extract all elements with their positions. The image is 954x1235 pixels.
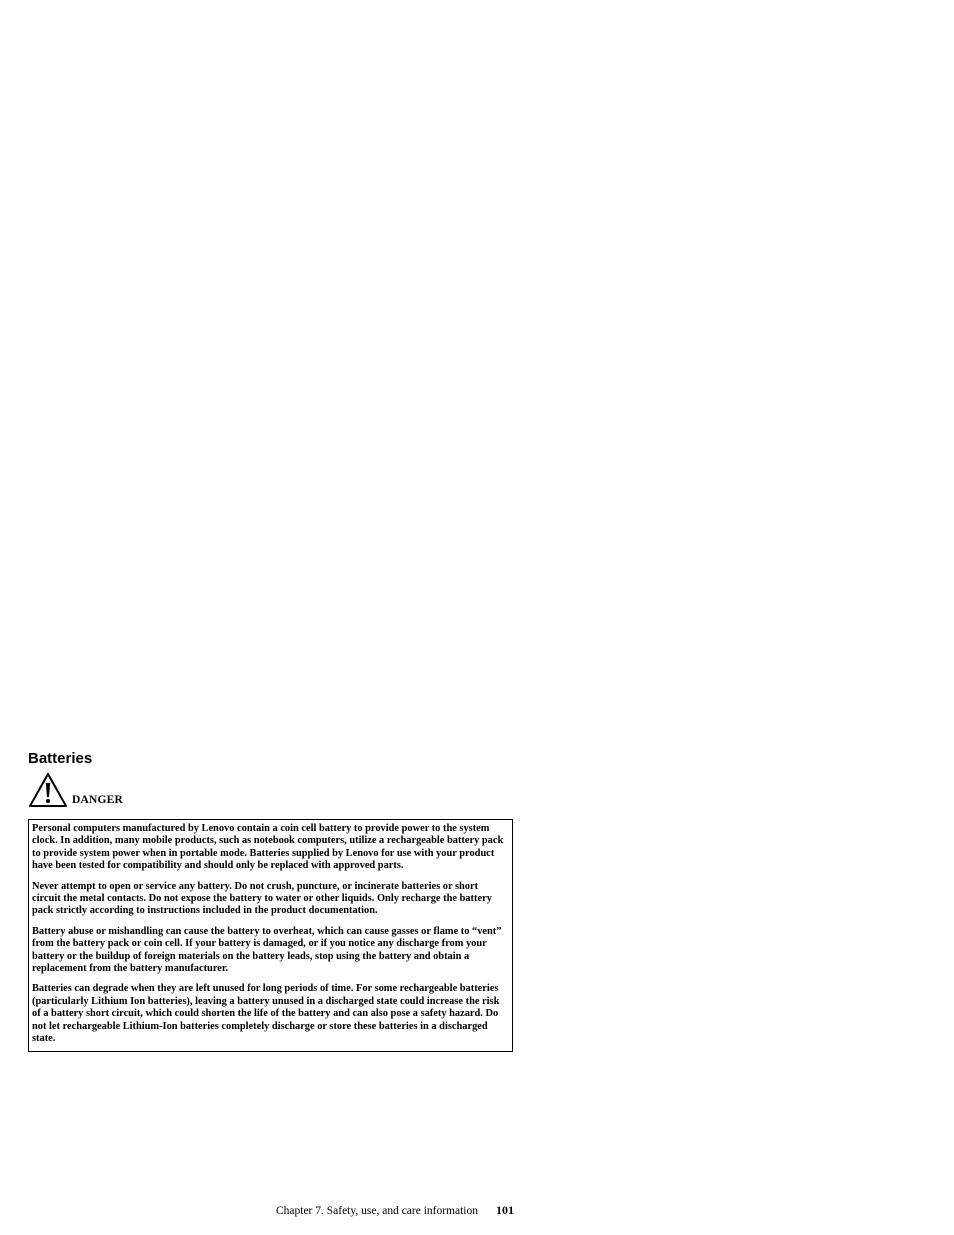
danger-paragraph-service: Never attempt to open or service any battery. Do not crush, puncture, or incinerate batteries or short circuit the metal contacts. Do not expose the battery to water or other liquids. Only recharge the battery pack strictly according to instructions included in the product documentation. [32, 880, 492, 917]
danger-paragraph-coin-cell: Personal computers manufactured by Lenovo contain a coin cell battery to provide power to the system clock. In addition, many mobile products, such as notebook computers, utilize a rechargeable battery pack to provide system power when in portable mode. Batteries supplied by Lenovo for use with your product have been tested for compatibility and should only be replaced with approved parts. [32, 823, 504, 872]
section-heading: Batteries [28, 750, 93, 767]
danger-label: DANGER [72, 794, 124, 806]
footer-chapter-title: Chapter 7. Safety, use, and care information [275, 1205, 478, 1217]
danger-notice-header [28, 770, 123, 808]
warning-triangle-icon [28, 772, 68, 808]
danger-paragraph-mishandling: Battery abuse or mishandling can cause the battery to overheat, which can cause gasses or flame to “vent” from the battery pack or coin cell. If your battery is damaged, or if you notice any discharge from your battery or the buildup of foreign materials on the battery leads, stop using the battery and obtain a replacement from the battery manufacturer. [32, 925, 502, 975]
danger-paragraph-degrade: Batteries can degrade when they are left unused for long periods of time. For some rechargeable batteries (particularly Lithium Ion batteries), leaving a battery unused in a discharged state could increase the risk of a battery short circuit, which could shorten the life of the battery and can also pose a safety hazard. Do not let rechargeable Lithium-Ion batteries completely discharge or store these batteries in a discharged state. [32, 983, 500, 1045]
page-footer [262, 1203, 514, 1218]
page-number: 101 [496, 1203, 514, 1217]
danger-notice-box [28, 819, 513, 1052]
